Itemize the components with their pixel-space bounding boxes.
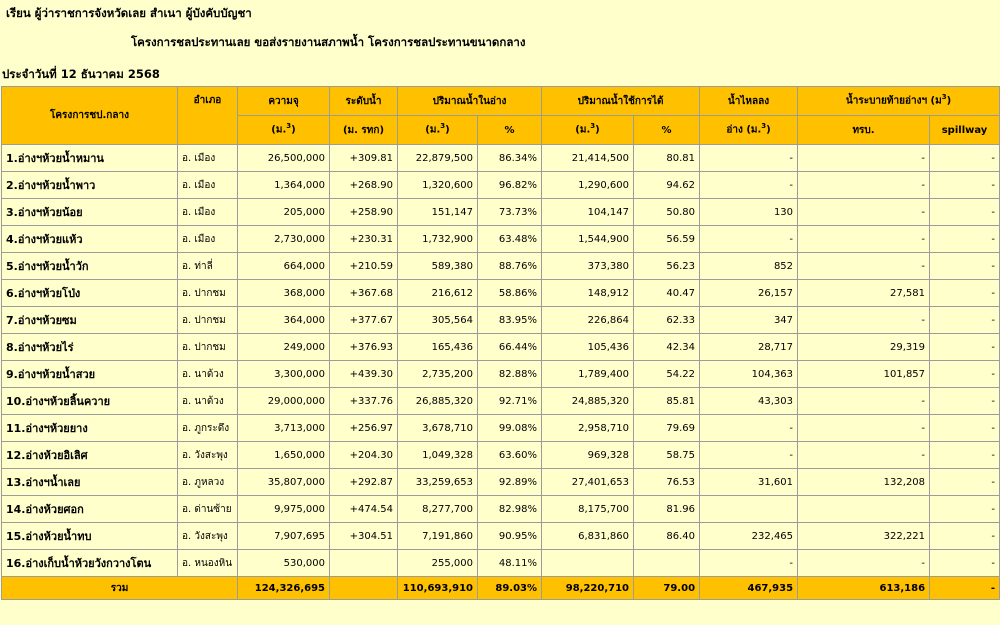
water-level-cell: +439.30 <box>330 361 398 388</box>
addressee-line: เรียน ผู้ว่าราชการจังหวัดเลย สำเนา ผู้บังคับบัญชา <box>6 6 252 20</box>
inflow-cell: 43,303 <box>700 388 798 415</box>
total-level <box>330 577 398 600</box>
water-level-cell: +304.51 <box>330 523 398 550</box>
outflow-trb-cell: - <box>798 442 930 469</box>
col-outflow-spillway: spillway <box>930 116 1000 145</box>
table-row <box>2 226 1000 253</box>
usable-volume-cell: 1,544,900 <box>542 226 634 253</box>
water-level-cell: +309.81 <box>330 145 398 172</box>
reservoir-name-cell: 16.อ่างเก็บน้ำห้วยวังกวางโตน <box>2 550 178 577</box>
reservoir-name-cell: 9.อ่างฯห้วยน้ำสวย <box>2 361 178 388</box>
total-volume-pct: 89.03% <box>478 577 542 600</box>
inflow-cell: 104,363 <box>700 361 798 388</box>
capacity-cell: 1,364,000 <box>238 172 330 199</box>
col-usable-pct: % <box>634 116 700 145</box>
total-inflow: 467,935 <box>700 577 798 600</box>
reservoir-name-cell: 7.อ่างฯห้วยซม <box>2 307 178 334</box>
usable-pct-cell: 85.81 <box>634 388 700 415</box>
usable-volume-cell: 27,401,653 <box>542 469 634 496</box>
volume-pct-cell: 73.73% <box>478 199 542 226</box>
table-row <box>2 334 1000 361</box>
volume-pct-cell: 92.89% <box>478 469 542 496</box>
district-cell: อ. ด่านซ้าย <box>178 496 238 523</box>
table-row <box>2 523 1000 550</box>
inflow-cell: 232,465 <box>700 523 798 550</box>
volume-pct-cell: 96.82% <box>478 172 542 199</box>
volume-pct-cell: 63.60% <box>478 442 542 469</box>
capacity-cell: 364,000 <box>238 307 330 334</box>
capacity-cell: 368,000 <box>238 280 330 307</box>
volume-pct-cell: 48.11% <box>478 550 542 577</box>
capacity-cell: 530,000 <box>238 550 330 577</box>
water-level-cell: +204.30 <box>330 442 398 469</box>
total-volume: 110,693,910 <box>398 577 478 600</box>
usable-volume-cell: 373,380 <box>542 253 634 280</box>
volume-cell: 7,191,860 <box>398 523 478 550</box>
outflow-spillway-cell: - <box>930 442 1000 469</box>
capacity-cell: 7,907,695 <box>238 523 330 550</box>
inflow-cell: - <box>700 145 798 172</box>
table-row <box>2 496 1000 523</box>
table-body <box>2 145 1000 577</box>
volume-cell: 3,678,710 <box>398 415 478 442</box>
capacity-cell: 26,500,000 <box>238 145 330 172</box>
usable-volume-cell: 8,175,700 <box>542 496 634 523</box>
volume-cell: 255,000 <box>398 550 478 577</box>
outflow-trb-cell: 29,319 <box>798 334 930 361</box>
outflow-trb-cell: 27,581 <box>798 280 930 307</box>
capacity-cell: 35,807,000 <box>238 469 330 496</box>
table-row <box>2 280 1000 307</box>
report-date: ประจำวันที่ 12 ธันวาคม 2568 <box>2 67 160 81</box>
usable-pct-cell: 40.47 <box>634 280 700 307</box>
volume-pct-cell: 58.86% <box>478 280 542 307</box>
table-row <box>2 253 1000 280</box>
volume-pct-cell: 82.98% <box>478 496 542 523</box>
total-label: รวม <box>2 577 238 600</box>
usable-volume-cell: 104,147 <box>542 199 634 226</box>
total-row <box>2 577 1000 600</box>
outflow-spillway-cell: - <box>930 307 1000 334</box>
outflow-trb-cell <box>798 496 930 523</box>
district-cell: อ. นาด้วง <box>178 388 238 415</box>
outflow-trb-cell: - <box>798 415 930 442</box>
usable-volume-cell: 148,912 <box>542 280 634 307</box>
total-capacity: 124,326,695 <box>238 577 330 600</box>
table-row <box>2 415 1000 442</box>
outflow-trb-cell: - <box>798 307 930 334</box>
reservoir-name-cell: 15.อ่างห้วยน้ำทบ <box>2 523 178 550</box>
volume-pct-cell: 82.88% <box>478 361 542 388</box>
outflow-trb-cell: - <box>798 172 930 199</box>
volume-cell: 26,885,320 <box>398 388 478 415</box>
district-cell: อ. ปากชม <box>178 334 238 361</box>
capacity-cell: 9,975,000 <box>238 496 330 523</box>
col-usable: ปริมาณน้ำใช้การได้ <box>542 87 700 116</box>
col-capacity: ความจุ <box>238 87 330 116</box>
reservoir-name-cell: 12.อ่างห้วยอิเลิศ <box>2 442 178 469</box>
col-usable-unit: (ม.$^3$) <box>542 116 634 145</box>
report-title: โครงการชลประทานเลย ขอส่งรายงานสภาพน้ำ โครงการชลประทานขนาดกลาง <box>131 35 526 49</box>
outflow-trb-cell: - <box>798 226 930 253</box>
outflow-trb-cell: 132,208 <box>798 469 930 496</box>
district-cell: อ. นาด้วง <box>178 361 238 388</box>
volume-cell: 2,735,200 <box>398 361 478 388</box>
usable-volume-cell: 21,414,500 <box>542 145 634 172</box>
col-project: โครงการชป.กลาง <box>2 87 178 145</box>
volume-cell: 589,380 <box>398 253 478 280</box>
outflow-spillway-cell: - <box>930 172 1000 199</box>
usable-pct-cell: 79.69 <box>634 415 700 442</box>
inflow-cell: - <box>700 442 798 469</box>
usable-volume-cell: 1,789,400 <box>542 361 634 388</box>
col-level: ระดับน้ำ <box>330 87 398 116</box>
inflow-cell: 31,601 <box>700 469 798 496</box>
usable-pct-cell: 42.34 <box>634 334 700 361</box>
usable-volume-cell: 6,831,860 <box>542 523 634 550</box>
usable-volume-cell: 105,436 <box>542 334 634 361</box>
water-level-cell: +367.68 <box>330 280 398 307</box>
volume-cell: 8,277,700 <box>398 496 478 523</box>
table-row <box>2 442 1000 469</box>
volume-cell: 33,259,653 <box>398 469 478 496</box>
volume-cell: 151,147 <box>398 199 478 226</box>
usable-pct-cell: 54.22 <box>634 361 700 388</box>
table-row <box>2 199 1000 226</box>
reservoir-name-cell: 11.อ่างฯห้วยยาง <box>2 415 178 442</box>
inflow-cell: 130 <box>700 199 798 226</box>
outflow-trb-cell: - <box>798 199 930 226</box>
col-capacity-unit: (ม.$^3$) <box>238 116 330 145</box>
inflow-cell: 347 <box>700 307 798 334</box>
outflow-spillway-cell: - <box>930 361 1000 388</box>
total-spillway: - <box>930 577 1000 600</box>
usable-pct-cell: 56.59 <box>634 226 700 253</box>
water-level-cell: +377.67 <box>330 307 398 334</box>
inflow-cell: 26,157 <box>700 280 798 307</box>
outflow-spillway-cell: - <box>930 199 1000 226</box>
outflow-spillway-cell: - <box>930 496 1000 523</box>
reservoir-name-cell: 2.อ่างฯห้วยน้ำพาว <box>2 172 178 199</box>
report-header <box>0 0 1000 86</box>
district-cell: อ. ปากชม <box>178 280 238 307</box>
water-level-cell: +268.90 <box>330 172 398 199</box>
volume-cell: 1,732,900 <box>398 226 478 253</box>
volume-pct-cell: 99.08% <box>478 415 542 442</box>
col-volume-pct: % <box>478 116 542 145</box>
table-header <box>2 87 1000 145</box>
capacity-cell: 3,713,000 <box>238 415 330 442</box>
water-level-cell: +256.97 <box>330 415 398 442</box>
water-level-cell: +474.54 <box>330 496 398 523</box>
usable-volume-cell: 2,958,710 <box>542 415 634 442</box>
inflow-cell: 28,717 <box>700 334 798 361</box>
col-outflow-trb: ทรบ. <box>798 116 930 145</box>
outflow-spillway-cell: - <box>930 253 1000 280</box>
usable-pct-cell: 62.33 <box>634 307 700 334</box>
usable-volume-cell <box>542 550 634 577</box>
district-cell: อ. เมือง <box>178 199 238 226</box>
district-cell: อ. เมือง <box>178 172 238 199</box>
usable-pct-cell: 81.96 <box>634 496 700 523</box>
outflow-spillway-cell: - <box>930 523 1000 550</box>
inflow-cell: - <box>700 226 798 253</box>
volume-cell: 1,049,328 <box>398 442 478 469</box>
reservoir-table <box>1 86 1000 600</box>
outflow-spillway-cell: - <box>930 415 1000 442</box>
outflow-spillway-cell: - <box>930 550 1000 577</box>
usable-pct-cell: 86.40 <box>634 523 700 550</box>
outflow-trb-cell: 322,221 <box>798 523 930 550</box>
inflow-cell <box>700 496 798 523</box>
col-volume: ปริมาณน้ำในอ่าง <box>398 87 542 116</box>
inflow-cell: - <box>700 415 798 442</box>
usable-pct-cell: 56.23 <box>634 253 700 280</box>
capacity-cell: 249,000 <box>238 334 330 361</box>
capacity-cell: 3,300,000 <box>238 361 330 388</box>
water-level-cell: +210.59 <box>330 253 398 280</box>
table-row <box>2 388 1000 415</box>
outflow-spillway-cell: - <box>930 145 1000 172</box>
inflow-cell: - <box>700 172 798 199</box>
reservoir-name-cell: 6.อ่างฯห้วยโป่ง <box>2 280 178 307</box>
water-level-cell <box>330 550 398 577</box>
capacity-cell: 664,000 <box>238 253 330 280</box>
reservoir-name-cell: 3.อ่างฯห้วยน้อย <box>2 199 178 226</box>
outflow-trb-cell: 101,857 <box>798 361 930 388</box>
reservoir-name-cell: 14.อ่างห้วยศอก <box>2 496 178 523</box>
water-level-cell: +258.90 <box>330 199 398 226</box>
usable-pct-cell: 58.75 <box>634 442 700 469</box>
table-total <box>2 577 1000 600</box>
col-level-unit: (ม. รทก) <box>330 116 398 145</box>
district-cell: อ. ท่าลี่ <box>178 253 238 280</box>
volume-cell: 165,436 <box>398 334 478 361</box>
volume-pct-cell: 83.95% <box>478 307 542 334</box>
district-cell: อ. ปากชม <box>178 307 238 334</box>
district-cell: อ. เมือง <box>178 226 238 253</box>
col-district: อำเภอ <box>178 87 238 145</box>
district-cell: อ. วังสะพุง <box>178 523 238 550</box>
col-outflow: น้ำระบายท้ายอ่างฯ (ม$^3$) <box>798 87 1000 116</box>
usable-pct-cell: 94.62 <box>634 172 700 199</box>
water-level-cell: +230.31 <box>330 226 398 253</box>
table-row <box>2 145 1000 172</box>
district-cell: อ. ภูหลวง <box>178 469 238 496</box>
table-row <box>2 172 1000 199</box>
water-level-cell: +337.76 <box>330 388 398 415</box>
usable-volume-cell: 1,290,600 <box>542 172 634 199</box>
table-row <box>2 361 1000 388</box>
usable-volume-cell: 226,864 <box>542 307 634 334</box>
reservoir-name-cell: 10.อ่างฯห้วยลิ้นควาย <box>2 388 178 415</box>
reservoir-name-cell: 4.อ่างฯห้วยแห้ว <box>2 226 178 253</box>
col-inflow: น้ำไหลลง <box>700 87 798 116</box>
total-usable-pct: 79.00 <box>634 577 700 600</box>
outflow-spillway-cell: - <box>930 469 1000 496</box>
outflow-spillway-cell: - <box>930 226 1000 253</box>
reservoir-name-cell: 13.อ่างฯน้ำเลย <box>2 469 178 496</box>
usable-pct-cell: 50.80 <box>634 199 700 226</box>
reservoir-name-cell: 1.อ่างฯห้วยน้ำหมาน <box>2 145 178 172</box>
volume-cell: 305,564 <box>398 307 478 334</box>
water-level-cell: +292.87 <box>330 469 398 496</box>
col-volume-unit: (ม.$^3$) <box>398 116 478 145</box>
table-row <box>2 307 1000 334</box>
outflow-trb-cell: - <box>798 145 930 172</box>
outflow-trb-cell: - <box>798 388 930 415</box>
table-row <box>2 469 1000 496</box>
outflow-trb-cell: - <box>798 253 930 280</box>
col-inflow-unit: อ่าง (ม.$^3$) <box>700 116 798 145</box>
volume-pct-cell: 86.34% <box>478 145 542 172</box>
volume-pct-cell: 66.44% <box>478 334 542 361</box>
inflow-cell: - <box>700 550 798 577</box>
district-cell: อ. เมือง <box>178 145 238 172</box>
reservoir-name-cell: 5.อ่างฯห้วยน้ำวัก <box>2 253 178 280</box>
volume-cell: 216,612 <box>398 280 478 307</box>
district-cell: อ. วังสะพุง <box>178 442 238 469</box>
usable-pct-cell: 80.81 <box>634 145 700 172</box>
outflow-spillway-cell: - <box>930 280 1000 307</box>
volume-pct-cell: 88.76% <box>478 253 542 280</box>
water-level-cell: +376.93 <box>330 334 398 361</box>
district-cell: อ. ภูกระดึง <box>178 415 238 442</box>
outflow-spillway-cell: - <box>930 388 1000 415</box>
table-row <box>2 550 1000 577</box>
capacity-cell: 205,000 <box>238 199 330 226</box>
capacity-cell: 29,000,000 <box>238 388 330 415</box>
district-cell: อ. หนองหิน <box>178 550 238 577</box>
usable-volume-cell: 969,328 <box>542 442 634 469</box>
usable-pct-cell <box>634 550 700 577</box>
volume-cell: 1,320,600 <box>398 172 478 199</box>
total-trb: 613,186 <box>798 577 930 600</box>
volume-pct-cell: 90.95% <box>478 523 542 550</box>
usable-volume-cell: 24,885,320 <box>542 388 634 415</box>
reservoir-name-cell: 8.อ่างฯห้วยไร่ <box>2 334 178 361</box>
outflow-trb-cell: - <box>798 550 930 577</box>
usable-pct-cell: 76.53 <box>634 469 700 496</box>
volume-cell: 22,879,500 <box>398 145 478 172</box>
total-usable: 98,220,710 <box>542 577 634 600</box>
capacity-cell: 1,650,000 <box>238 442 330 469</box>
outflow-spillway-cell: - <box>930 334 1000 361</box>
volume-pct-cell: 63.48% <box>478 226 542 253</box>
volume-pct-cell: 92.71% <box>478 388 542 415</box>
inflow-cell: 852 <box>700 253 798 280</box>
capacity-cell: 2,730,000 <box>238 226 330 253</box>
